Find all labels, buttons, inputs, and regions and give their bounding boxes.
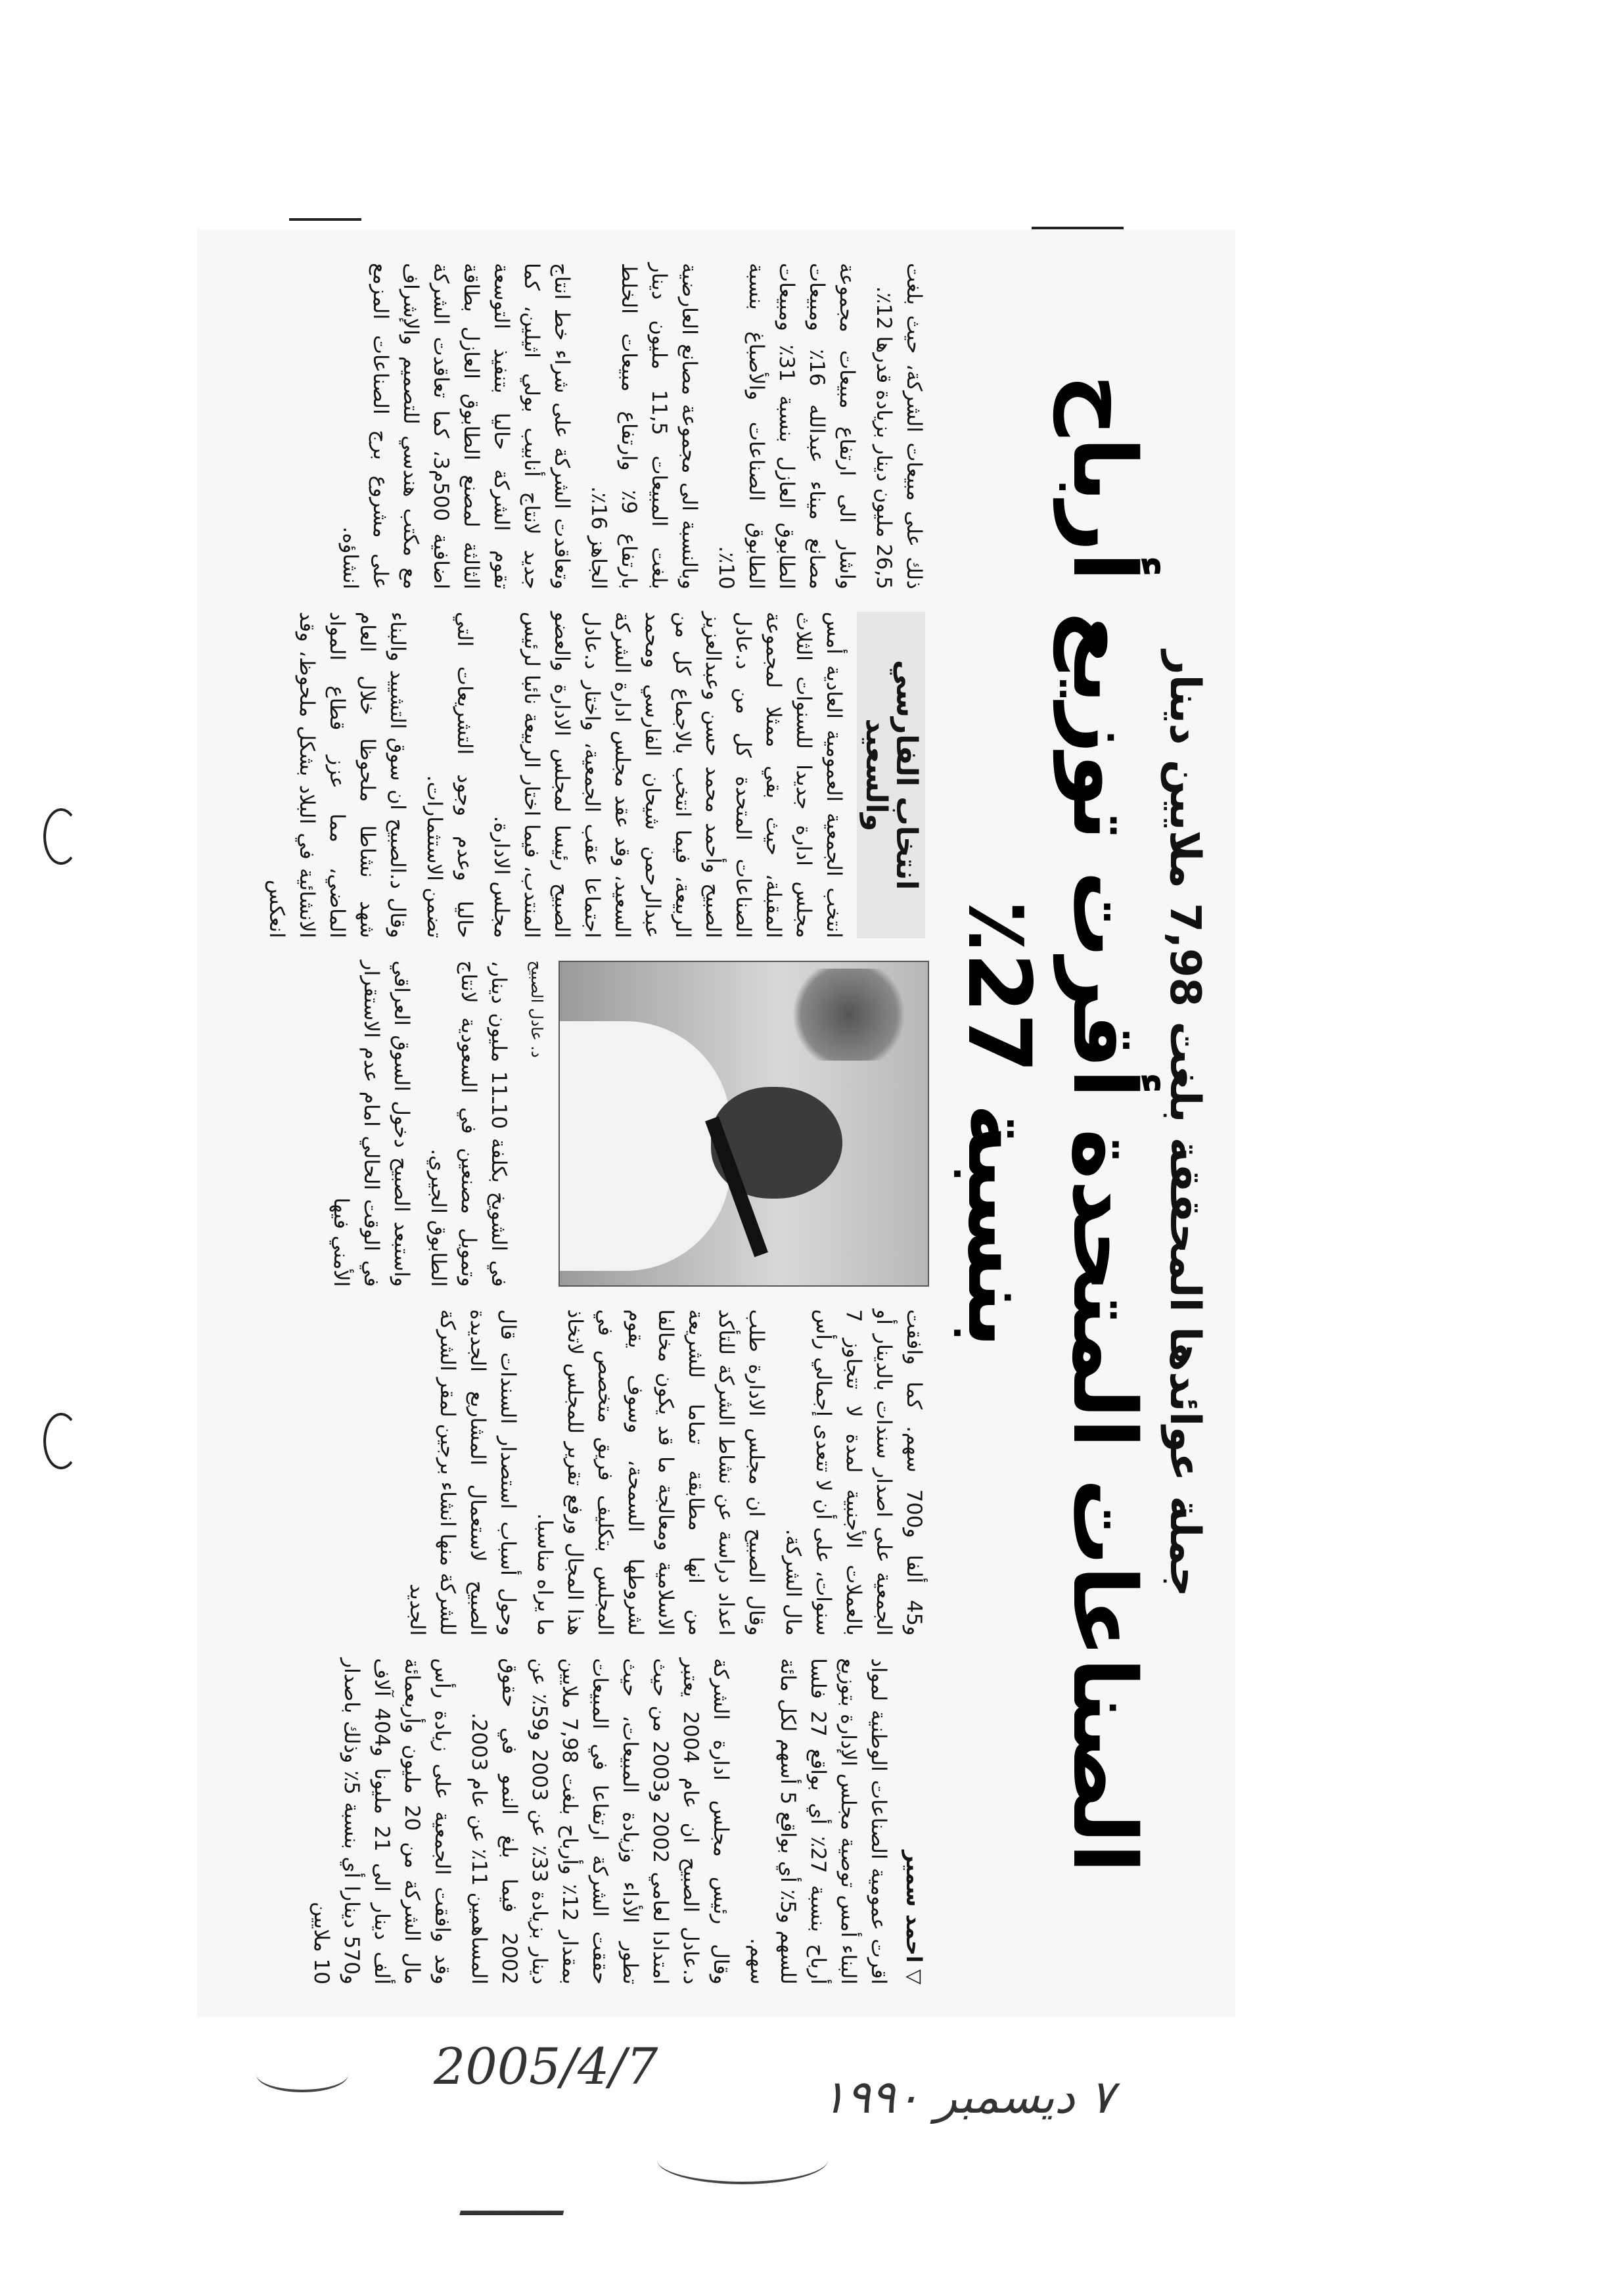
paragraph: وحول أسباب استصدار السندات قال الصبيح لاستعمال المشاريع الجديدة للشركة منها انشاء برجين لمقر الشركة الجديد: [405, 1309, 520, 1636]
handwritten-note: ٧ ديسمبر ١٩٩٠: [821, 2070, 1114, 2124]
article-columns: [114, 263, 929, 1985]
article-kicker: جملة عوائدها المحققة بلغت 7,98 ملايين دينار: [1160, 650, 1209, 1597]
article-headline: الصناعات المتحدة أقرت توزيع أرباح بنسبة 27٪: [948, 374, 1154, 1873]
handwritten-scribble: [657, 2136, 828, 2184]
article-column-4: [114, 612, 929, 938]
paragraph: وتعاقدت الشركة على شراء خط انتاج جديد لانتاج أنابيب بولي اثيلين، كما تقوم الشركة حاليا بتنفيذ التوسعة الثالثة لمصنع الطابوق العازل بطاقة اضافية 500م3، كما تعاقدت الشركة مع مكتب هندسي للتصميم والإشراف على مشروع برج الصناعات المزمع انشاؤه.: [338, 263, 574, 589]
byline-author: احمد سمير: [902, 1850, 926, 1963]
byline: [899, 1658, 929, 1985]
article-subhead: انتخاب الفارسي والسعيد: [857, 612, 925, 938]
handwritten-date: 2005/4/7: [434, 2037, 658, 2096]
photo-figure-body: [559, 1021, 731, 1271]
paragraph: وبالنسبة الى مجموعة مصانع العارضية بلغت المبيعات 11,5 مليون دينار بارتفاع 9٪ وارتفاع مبيعات الخلط الجاهز 16٪.: [587, 263, 701, 589]
handwritten-scrawl: ـــــــ: [460, 2169, 562, 2227]
punch-hole-bottom: [43, 1413, 79, 1469]
paragraph: وقال د.الصبيح ان سوق التشييد والبناء شهد نشاطا ملحوظا خلال العام الماضي، مما عزز قطاع المواد الانشائية في البلاد بشكل ملحوظ، وقد انعكس: [265, 611, 409, 938]
paragraph: وقال رئيس مجلس ادارة الشركة د.عادل الصبيح ان عام 2004 يعتبر امتدادا لعامي 2002 و2003 من حيث تطور الأداء وزيادة المبيعات، حيث حققت الشركة ارتفاعا في المبيعات بمقدار 12٪ وأرباح بلغت 7,98 ملايين دينار بزيادة 33٪ عن 2003 و59٪ عن 2002 فيما بلغ النمو في حقوق المساهمين 11٪ عن عام 2003.: [467, 1658, 733, 1985]
punch-hole-top: [43, 808, 79, 865]
article: [197, 230, 1235, 2017]
article-column-2: [114, 1309, 929, 1636]
photo-portrait: [559, 961, 929, 1287]
paragraph: حاليا وعدم وجود التشريعات التي تضمن الاستثمارات.: [422, 611, 476, 938]
crop-mark: [1032, 227, 1124, 229]
paragraph: وقال الصبيح ان مجلس الادارة طلب اعداد دراسة عن نشاط الشركة للتأكد من انها مطابقة تماما للشريعة الاسلامية ومعالجة ما قد يكون مخالفا لشروطها السمحة، وسوف يقوم المجلس بتكليف فريق متخصص في هذا المجال ورفع تقرير للمجلس لاتخاذ ما يراه مناسبا.: [533, 1309, 768, 1636]
paragraph: ذلك على مبيعات الشركة، حيث بلغت 26,5 مليون دينار بزيادة قدرها 12٪.: [872, 263, 926, 589]
article-column-3: [114, 961, 929, 1287]
article-column-1: [114, 1658, 929, 1985]
paragraph: انتخب الجمعية العمومية العادية أمس مجلس ادارة جديدا للسنوات الثلاث المقبلة، حيث بقي ممثلا لمجموعة الصناعات المتحدة كل من د.عادل الصبيح وأحمد محمد حسن وعبدالعزيز الربيعة، فيما انتخب بالاجماع كل من عبدالرحمن شيحان الفارسي ومحمد السعيد، وقد عقد مجلس ادارة الشركة اجتماعا عقب الجمعية، واختار د.عادل الصبيح رئيسا لمجلس الادارة والعضو المنتدب، فيما اختار الربيعة نائبا لرئيس مجلس الادارة.: [490, 611, 846, 938]
article-column-5: [114, 263, 929, 589]
photo-flowers: [783, 969, 915, 1061]
paragraph: و45 ألفا و700 سهم. كما وافقت الجمعية على اصدار سندات بالدينار أو بالعملات الأجنبية لمدة لا تتجاوز 7 سنوات، على أن لا تتعدى إجمالي رأس مال الشركة.: [781, 1309, 926, 1636]
photo-caption: د. عادل الصبيح: [528, 960, 546, 1058]
paragraph: اقرت عمومية الصناعات الوطنية لمواد البناء أمس توصية مجلس الإدارة بتوزيع أرباح بنسبة 27٪ أي بواقع 27 فلسا للسهم و5٪ أي بواقع 5 أسهم لكل مائة سهم.: [746, 1658, 890, 1985]
paragraph: واشار الى ارتفاع مبيعات مجموعة مصانع ميناء عبدالله 16٪ ومبيعات الطابوق العازل بنسبة 31٪ ومبيعات الطابوق الصناعات والأصباغ بنسبة 10٪.: [714, 263, 859, 589]
byline-marker-icon: ▽: [903, 1969, 926, 1985]
handwritten-scribble: [256, 2057, 348, 2092]
newspaper-clipping: [197, 230, 1235, 2017]
paragraph: وقد وافقت الجمعية على زيادة رأس مال الشركة من 20 مليون وأربعمائة ألف دينار الى 21 مليونا و404 آلاف و570 دينارا أي بنسبة 5٪ وذلك باصدار 10 ملايين: [309, 1658, 454, 1985]
paragraph: في الشويخ بكلفة 10ـ11 مليون دينار، وتمويل مصنعين في السعودية لانتاج الطابوق الجيري.: [426, 960, 511, 1287]
crop-mark: [289, 218, 361, 221]
paragraph: واستبعد الصبيح دخول السوق العراقي في الوقت الحالي امام عدم الاستقرار الأمني فيها: [329, 960, 413, 1287]
